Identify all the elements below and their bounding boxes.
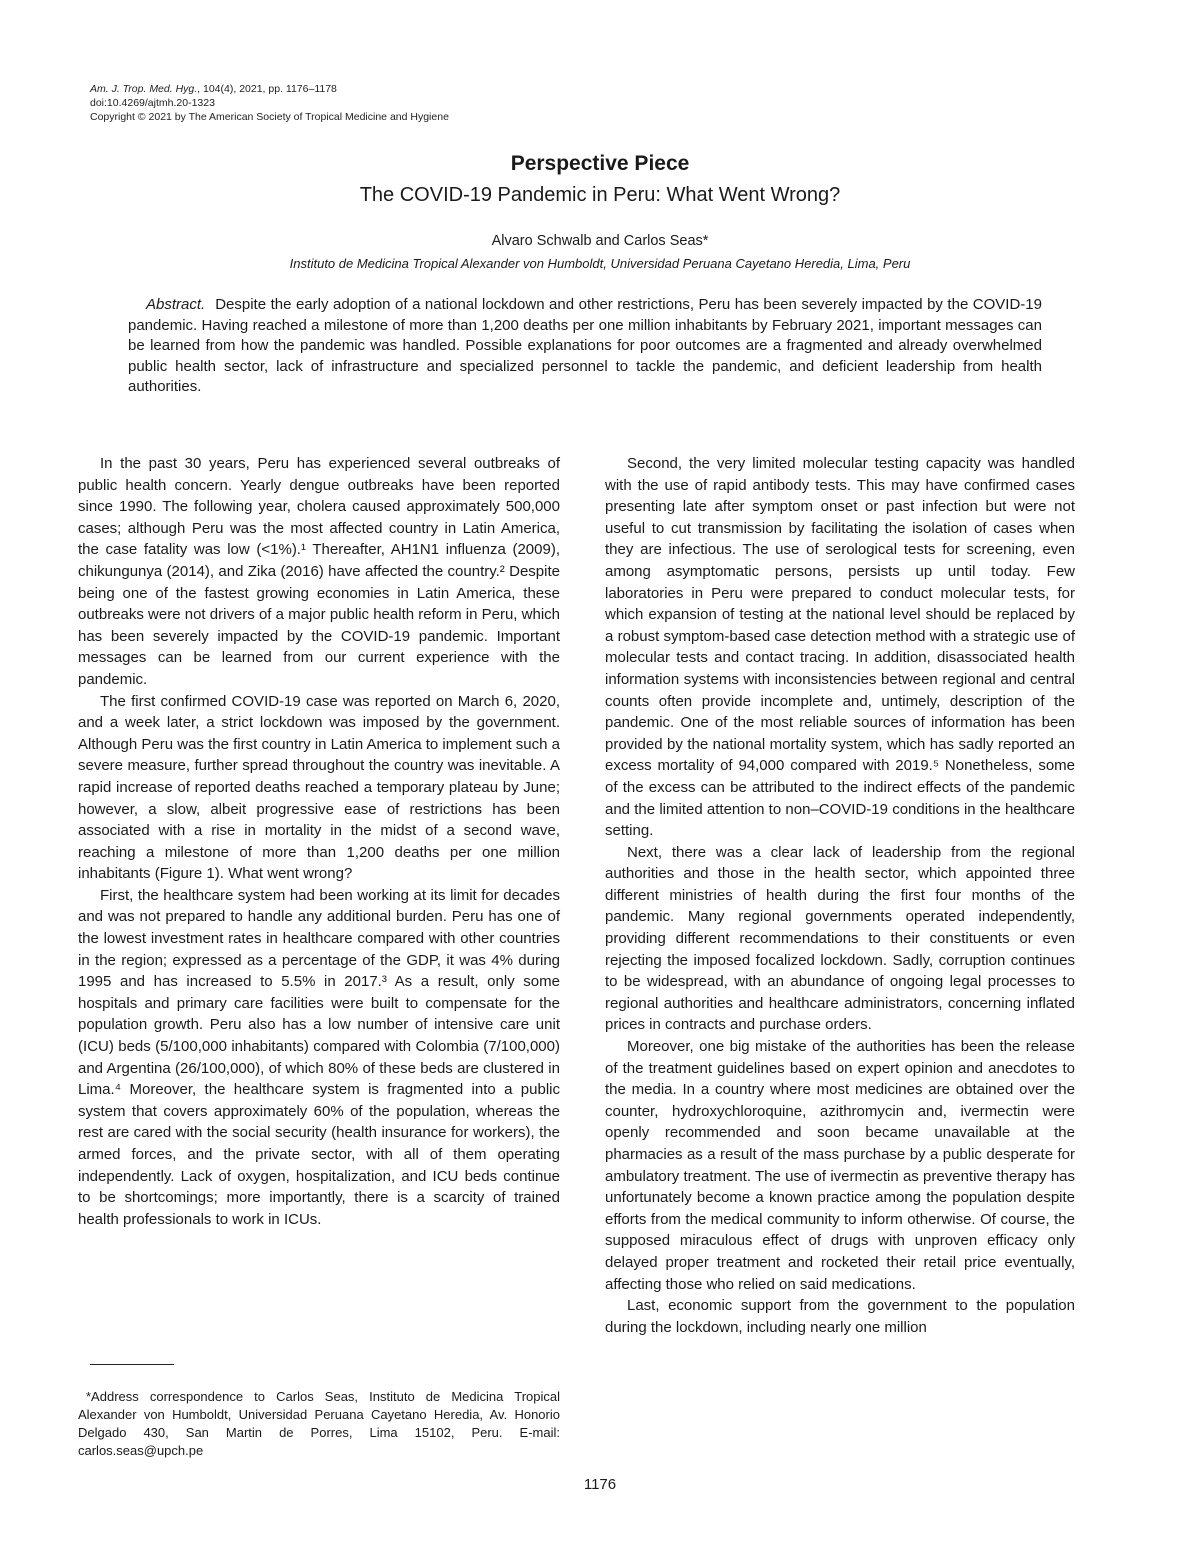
abstract-text: Despite the early adoption of a national lockdown and other restrictions, Peru has been severely impacted by the COVID-19 pandemic. Having reached a milestone of more than 1,200 deaths per one million inhabitants by February 2021, important messages can be learned from how the pandemic was handled. Possible explanations for poor outcomes are a fragmented and already overwhelmed public health sector, lack of infrastructure and specialized personnel to tackle the pandemic, and deficient leadership from health authorities. [128,296,1042,396]
body-paragraph: The first confirmed COVID-19 case was reported on March 6, 2020, and a week later, a strict lockdown was imposed by the government. Although Peru was the first country in Latin America to implement such a severe measure, further spread throughout the country was inevitable. A rapid increase of reported deaths reached a temporary plateau by June; however, a slow, albeit progressive ease of restrictions has been associated with a rise in mortality in the midst of a second wave, reaching a milestone of more than 1,200 deaths per one million inhabitants (Figure 1). What went wrong? [78,692,560,883]
correspondence-footnote: *Address correspondence to Carlos Seas, Instituto de Medicina Tropical Alexander von Humboldt, Universidad Peruana Cayetano Heredia, Av. Honorio Delgado 430, San Martin de Porres, Lima 15102, Peru. E-mail: carlos.seas@upch.pe [78,1389,560,1458]
body-paragraph: Next, there was a clear lack of leadership from the regional authorities and those in the health sector, which appointed three different ministries of health during the first four months of the pandemic. Many regional governments operated independently, providing different recommendations to their constituents or even rejecting the imposed focalized lockdown. Sadly, corruption continues to be widespread, with an abundance of ongoing legal processes to regional authorities and healthcare administrators, concerning inflated prices in contracts and purchase orders. [605,843,1075,1034]
body-paragraph: Second, the very limited molecular testing capacity was handled with the use of rapid antibody tests. This may have confirmed cases presenting late after symptom onset or past infection but were not useful to cut transmission by facilitating the isolation of cases when they are infectious. The use of serological tests for screening, even among asymptomatic persons, persists up until today. Few laboratories in Peru were prepared to conduct molecular tests, for which expansion of testing at the national level should be replaced by a robust symptom-based case detection method with a strategic use of molecular tests and contact tracing. In addition, disassociated health information systems with inconsistencies between regional and central counts often provide incomplete and, untimely, description of the pandemic. One of the most reliable sources of information has been provided by the national mortality system, which has sadly reported an excess mortality of 94,000 compared with 2019.⁵ Nonetheless, some of the excess can be attributed to the indirect effects of the pandemic and the limited attention to non–COVID-19 conditions in the healthcare setting. [605,455,1075,840]
body-paragraph: First, the healthcare system had been working at its limit for decades and was not prepared to handle any additional burden. Peru has one of the lowest investment rates in healthcare compared with other countries in the region; expressed as a percentage of the GDP, it was 4% during 1995 and has increased to 5.5% in 2017.³ As a result, only some hospitals and primary care facilities were built to compensate for the population growth. Peru also has a low number of intensive care unit (ICU) beds (5/100,000 inhabitants) compared with Colombia (7/100,000) and Argentina (26/100,000), of which 80% of these beds are clustered in Lima.⁴ Moreover, the healthcare system is fragmented into a public system that covers approximately 60% of the population, whereas the rest are cared with the social security (health insurance for workers), the armed forces, and the private sector, with all of them operating independently. Lack of oxygen, hospitalization, and ICU beds continue to be shortcomings; more importantly, there is a scarcity of trained health professionals to work in ICUs. [78,886,560,1228]
journal-volume-pages: , 104(4), 2021, pp. 1176–1178 [197,83,337,95]
section-heading: Perspective Piece [510,152,690,175]
journal-metadata [90,82,449,124]
article-title: The COVID-19 Pandemic in Peru: What Went Wrong? [359,184,841,206]
affiliation: Instituto de Medicina Tropical Alexander von Humboldt, Universidad Peruana Cayetano Heredia, Lima, Peru [289,256,911,271]
page-number: 1176 [583,1476,617,1493]
abstract-label: Abstract. [146,296,206,313]
doi-line: doi:10.4269/ajtmh.20-1323 [90,97,215,109]
copyright-line: Copyright © 2021 by The American Society of Tropical Medicine and Hygiene [90,111,449,123]
left-column [78,453,560,1230]
body-paragraph: Moreover, one big mistake of the authorities has been the release of the treatment guidelines based on expert opinion and anecdotes to the media. In a country where most medicines are obtained over the counter, hydroxychloroquine, azithromycin and, ivermectin were openly recommended and soon became unavailable at the pharmacies as a result of the mass purchase by a public desperate for ambulatory treatment. The use of ivermectin as preventive therapy has unfortunately become a known practice among the population despite efforts from the medical community to inform otherwise. Of course, the supposed miraculous effect of drugs with unproven efficacy only delayed proper treatment and rocketed their retail price eventually, affecting those who relied on said medications. [605,1038,1075,1293]
abstract [128,295,1042,398]
citation-line [90,82,449,96]
right-column [605,453,1075,1338]
body-paragraph: In the past 30 years, Peru has experienced several outbreaks of public health concern. Yearly dengue outbreaks have been reported since 1990. The following year, cholera caused approximately 500,000 cases; although Peru was the most affected country in Latin America, the case fatality was low (<1%).¹ Thereafter, AH1N1 influenza (2009), chikungunya (2014), and Zika (2016) have affected the country.² Despite being one of the fastest growing economies in Latin America, these outbreaks were not drivers of a major public health reform in Peru, which has been severely impacted by the COVID-19 pandemic. Important messages can be learned from our current experience with the pandemic. [78,455,560,688]
body-paragraph: Last, economic support from the government to the population during the lockdown, including nearly one million [605,1297,1075,1336]
footnote-divider [90,1364,174,1365]
authors: Alvaro Schwalb and Carlos Seas* [491,233,709,249]
journal-abbrev: Am. J. Trop. Med. Hyg. [90,83,198,95]
